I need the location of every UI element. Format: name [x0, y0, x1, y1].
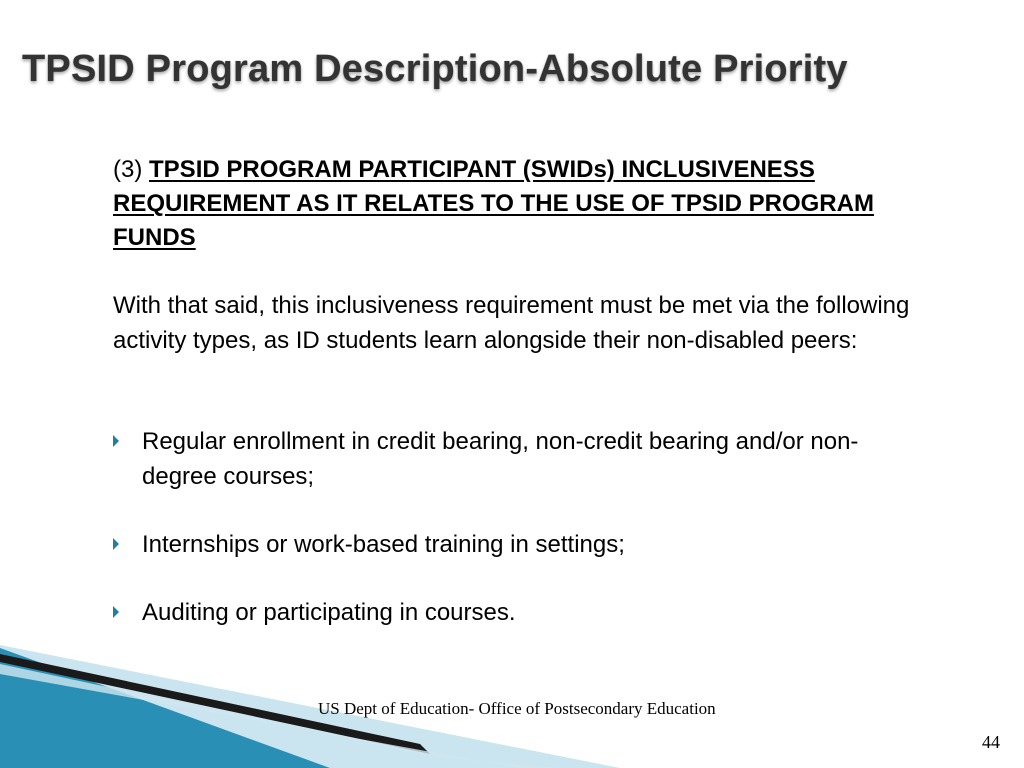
page-number: 44: [982, 732, 1000, 752]
list-item-text: Regular enrollment in credit bearing, non-credit bearing and/or non-degree courses;: [142, 428, 859, 490]
footer-text: US Dept of Education- Office of Postsecondary Education: [318, 699, 716, 718]
triangle-bullet-icon: [113, 538, 119, 550]
slide-title: TPSID Program Description-Absolute Priority: [22, 48, 848, 90]
intro-paragraph: With that said, this inclusiveness requirement must be met via the following activity types, as ID students learn alongside their non-disabled peers:: [113, 292, 910, 354]
list-item-text: Internships or work-based training in settings;: [142, 531, 625, 558]
section-heading-text: TPSID PROGRAM PARTICIPANT (SWIDs) INCLUSIVENESS REQUIREMENT AS IT RELATES TO THE USE OF TPSID PROGRAM FUNDS: [113, 156, 874, 251]
triangle-bullet-icon: [113, 435, 119, 447]
list-item: [113, 527, 882, 562]
list-item: [113, 595, 882, 630]
list-item-text: Auditing or participating in courses.: [142, 599, 516, 626]
list-item: [113, 424, 882, 494]
triangle-bullet-icon: [113, 606, 119, 618]
section-number: (3): [113, 156, 143, 183]
section-heading: [113, 153, 913, 255]
